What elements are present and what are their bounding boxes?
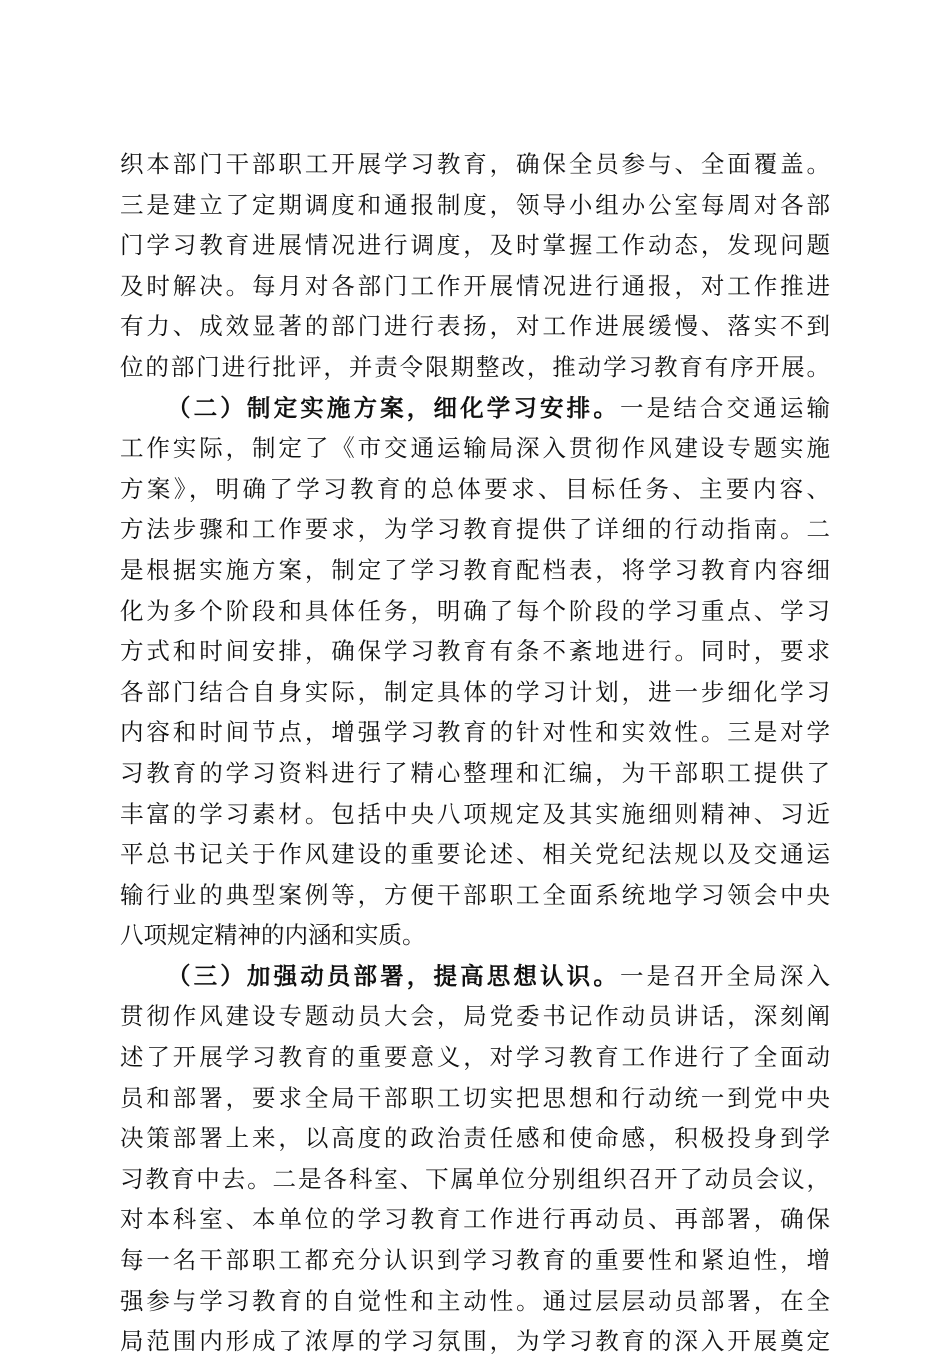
section-3-line <box>120 956 830 997</box>
body-line: 员和部署，要求全局干部职工切实把思想和行动统一到党中央 <box>120 1083 830 1112</box>
body-line: 有力、成效显著的部门进行表扬，对工作进展缓慢、落实不到 <box>120 312 830 341</box>
section-3-heading: （三）加强动员部署，提高思想认识。 <box>167 961 620 990</box>
body-line: 强参与学习教育的自觉性和主动性。通过层层动员部署，在全 <box>120 1286 830 1315</box>
body-line: 内容和时间节点，增强学习教育的针对性和实效性。三是对学 <box>120 718 830 747</box>
body-line: 方法步骤和工作要求，为学习教育提供了详细的行动指南。二 <box>120 515 830 544</box>
body-line: 习教育的学习资料进行了精心整理和汇编，为干部职工提供了 <box>120 758 830 787</box>
body-line: 局范围内形成了浓厚的学习氛围，为学习教育的深入开展奠定 <box>120 1327 830 1356</box>
body-line: 述了开展学习教育的重要意义，对学习教育工作进行了全面动 <box>120 1043 830 1072</box>
body-line: 各部门结合自身实际，制定具体的学习计划，进一步细化学习 <box>120 677 830 706</box>
body-line: 方案》，明确了学习教育的总体要求、目标任务、主要内容、 <box>120 474 830 503</box>
section-2-heading: （二）制定实施方案，细化学习安排。 <box>167 393 620 422</box>
section-2-line <box>120 388 830 429</box>
body-line: 八项规定精神的内涵和实质。 <box>120 921 426 950</box>
body-line: 门学习教育进展情况进行调度，及时掌握工作动态，发现问题 <box>120 231 830 260</box>
body-line: 丰富的学习素材。包括中央八项规定及其实施细则精神、习近 <box>120 799 830 828</box>
body-line: 对本科室、本单位的学习教育工作进行再动员、再部署，确保 <box>120 1205 830 1234</box>
body-line: 每一名干部职工都充分认识到学习教育的重要性和紧迫性，增 <box>120 1246 830 1275</box>
section-2-lead-text: 一是结合交通运输 <box>619 393 831 422</box>
body-line: 输行业的典型案例等，方便干部职工全面系统地学习领会中央 <box>120 880 830 909</box>
body-line: 工作实际，制定了《市交通运输局深入贯彻作风建设专题实施 <box>120 434 830 463</box>
body-line: 位的部门进行批评，并责令限期整改，推动学习教育有序开展。 <box>120 352 830 381</box>
body-line: 织本部门干部职工开展学习教育，确保全员参与、全面覆盖。 <box>120 150 830 178</box>
section-3-lead-text: 一是召开全局深入 <box>619 961 831 990</box>
body-line: 方式和时间安排，确保学习教育有条不紊地进行。同时，要求 <box>120 637 830 666</box>
body-line: 化为多个阶段和具体任务，明确了每个阶段的学习重点、学习 <box>120 596 830 625</box>
body-line: 决策部署上来，以高度的政治责任感和使命感，积极投身到学 <box>120 1124 830 1153</box>
body-line: 三是建立了定期调度和通报制度，领导小组办公室每周对各部 <box>120 190 830 219</box>
document-body <box>120 144 830 1362</box>
body-line: 及时解决。每月对各部门工作开展情况进行通报，对工作推进 <box>120 271 830 300</box>
body-line: 是根据实施方案，制定了学习教育配档表，将学习教育内容细 <box>120 555 830 584</box>
body-line: 贯彻作风建设专题动员大会，局党委书记作动员讲话，深刻阐 <box>120 1002 830 1031</box>
body-line: 习教育中去。二是各科室、下属单位分别组织召开了动员会议， <box>120 1164 830 1193</box>
body-line: 平总书记关于作风建设的重要论述、相关党纪法规以及交通运 <box>120 840 830 869</box>
